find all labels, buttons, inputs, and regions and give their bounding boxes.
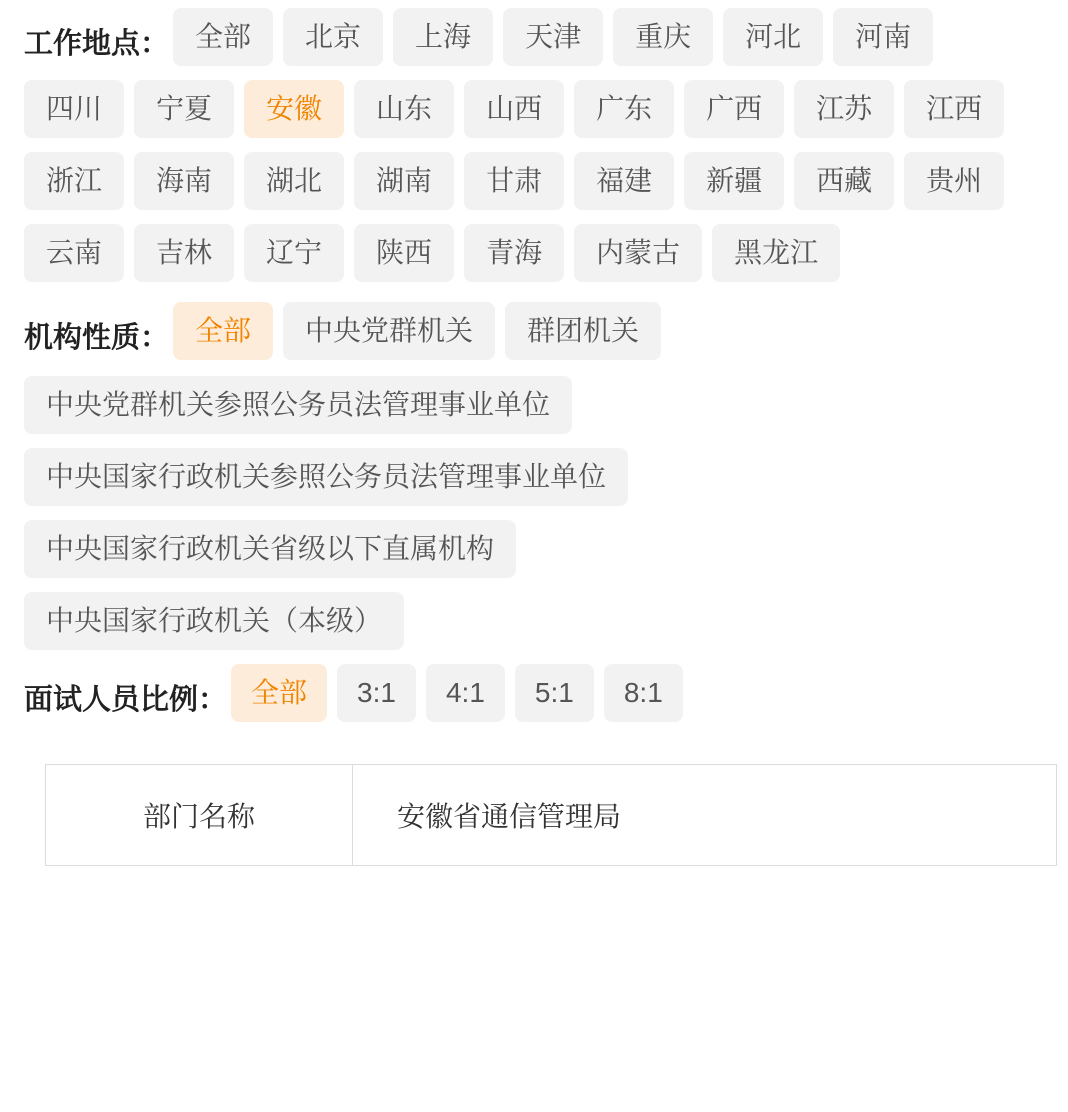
location-chip-jilin[interactable]: 吉林 [134,224,234,282]
location-chip-shanxi[interactable]: 山西 [464,80,564,138]
table-cell-value: 安徽省通信管理局 [353,765,1057,866]
nature-block-options [24,376,1044,650]
ratio-chip-all[interactable]: 全部 [231,664,327,722]
location-chip-tianjin[interactable]: 天津 [503,8,603,66]
detail-table [45,764,1057,866]
location-chip-shaanxi[interactable]: 陕西 [354,224,454,282]
filter-label-location: 工作地点： [24,28,170,60]
location-chip-shanghai[interactable]: 上海 [393,8,493,66]
location-chip-hainan[interactable]: 海南 [134,152,234,210]
ratio-chip-8-1[interactable]: 8:1 [604,664,683,722]
table-cell-key: 部门名称 [46,765,353,866]
ratio-chip-3-1[interactable]: 3:1 [337,664,416,722]
location-chip-hebei[interactable]: 河北 [723,8,823,66]
nature-chip-state-ref-unit[interactable]: 中央国家行政机关参照公务员法管理事业单位 [24,448,628,506]
location-chip-hubei[interactable]: 湖北 [244,152,344,210]
nature-chip-all[interactable]: 全部 [173,302,273,360]
location-chip-chongqing[interactable]: 重庆 [613,8,713,66]
location-chip-ningxia[interactable]: 宁夏 [134,80,234,138]
location-chip-shandong[interactable]: 山东 [354,80,454,138]
location-chip-gansu[interactable]: 甘肃 [464,152,564,210]
location-chip-zhejiang[interactable]: 浙江 [24,152,124,210]
location-chip-hunan[interactable]: 湖南 [354,152,454,210]
location-chip-heilongjiang[interactable]: 黑龙江 [712,224,840,282]
filter-label-ratio: 面试人员比例： [24,684,228,716]
filter-group-location [24,8,1044,296]
location-chip-guizhou[interactable]: 贵州 [904,152,1004,210]
filter-group-ratio [24,664,1044,736]
table-row [46,765,1057,866]
ratio-chip-5-1[interactable]: 5:1 [515,664,594,722]
nature-chip-central-party[interactable]: 中央党群机关 [283,302,495,360]
location-chip-jiangsu[interactable]: 江苏 [794,80,894,138]
location-chip-guangxi[interactable]: 广西 [684,80,784,138]
nature-chip-mass-org[interactable]: 群团机关 [505,302,661,360]
nature-chip-party-ref-unit[interactable]: 中央党群机关参照公务员法管理事业单位 [24,376,572,434]
location-chip-sichuan[interactable]: 四川 [24,80,124,138]
location-chip-anhui[interactable]: 安徽 [244,80,344,138]
location-chip-all[interactable]: 全部 [173,8,273,66]
nature-chip-sub-provincial[interactable]: 中央国家行政机关省级以下直属机构 [24,520,516,578]
location-chip-guangdong[interactable]: 广东 [574,80,674,138]
location-chip-beijing[interactable]: 北京 [283,8,383,66]
location-chip-fujian[interactable]: 福建 [574,152,674,210]
location-chip-qinghai[interactable]: 青海 [464,224,564,282]
location-chip-jiangxi[interactable]: 江西 [904,80,1004,138]
location-chip-xinjiang[interactable]: 新疆 [684,152,784,210]
ratio-chip-4-1[interactable]: 4:1 [426,664,505,722]
location-chip-yunnan[interactable]: 云南 [24,224,124,282]
location-chip-neimenggu[interactable]: 内蒙古 [574,224,702,282]
nature-chip-state-main-level[interactable]: 中央国家行政机关（本级） [24,592,404,650]
location-chip-liaoning[interactable]: 辽宁 [244,224,344,282]
location-chip-xizang[interactable]: 西藏 [794,152,894,210]
filter-group-nature [24,302,1044,374]
location-chip-henan[interactable]: 河南 [833,8,933,66]
filter-label-nature: 机构性质： [24,322,170,354]
